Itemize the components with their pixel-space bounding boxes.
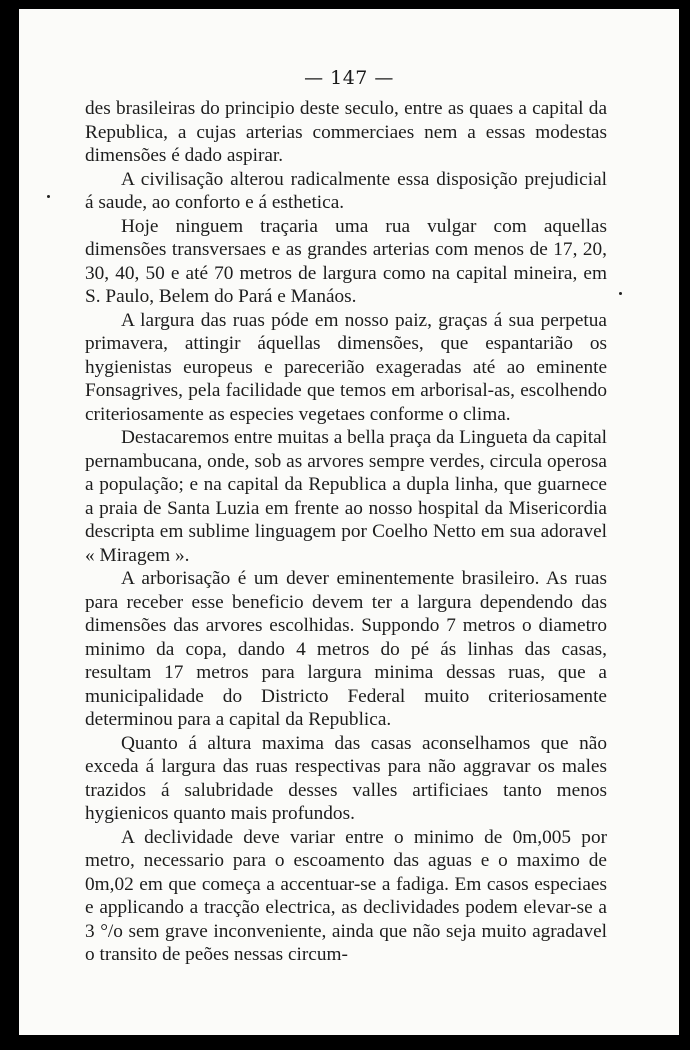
paragraph: Hoje ninguem traçaria uma rua vulgar com aquellas dimensões transversaes e as grandes arterias com menos de 17, 20, 30, 40, 50 e até 70 metros de largura como na capital mineira, em S. Paulo, Belem do Pará e Manáos. — [85, 215, 607, 307]
paragraph: A civilisação alterou radicalmente essa disposição prejudicial á saude, ao conforto e á esthetica. — [85, 168, 607, 213]
scan-speck — [47, 195, 50, 198]
paragraph: A largura das ruas póde em nosso paiz, graças á sua perpetua primavera, attingir áquellas dimensões, que espantarião os hygienistas europeus e parecerião exageradas até ao eminente Fonsagrives, pela facilidade que temos em arborisal-as, escolhendo criteriosamente as especies vegetaes conforme o clima. — [85, 309, 607, 425]
paragraph: A arborisação é um dever eminentemente brasileiro. As ruas para receber esse beneficio devem ter a largura dependendo das dimensões das arvores escolhidas. Suppondo 7 metros o diametro minimo da copa, dando 4 metros do pé ás linhas das casas, resultam 17 metros para largura minima dessas ruas, que a municipalidade do Districto Federal muito criteriosamente determinou para a capital da Republica. — [85, 568, 607, 730]
paragraph: Quanto á altura maxima das casas aconselhamos que não exceda á largura das ruas respectivas para não aggravar os males trazidos á salubridade desses valles artificiaes tanto menos hygienicos quanto mais profundos. — [85, 732, 607, 824]
paragraph: des brasileiras do principio deste seculo, entre as quaes a capital da Republica, a cujas arterias commerciaes nem a essas modestas dimensões é dado aspirar. — [85, 98, 607, 166]
paragraph: Destacaremos entre muitas a bella praça da Lingueta da capital pernambucana, onde, sob as arvores sempre verdes, circula operosa a população; e na capital da Republica a dupla linha, que guarnece a praia de Santa Luzia em frente ao nosso hospital da Misericordia descripta em sublime linguagem por Coelho Netto em sua adoravel « Miragem ». — [85, 427, 607, 566]
book-page — [19, 9, 679, 1035]
page-number: — 147 — — [304, 67, 394, 89]
paragraph: A declividade deve variar entre o minimo de 0m,005 por metro, necessario para o escoamento das aguas e o maximo de 0m,02 em que começa a accentuar-se a fadiga. Em casos especiaes e applicando a tracção electrica, as declividades podem elevar-se a 3 °/o sem grave inconveniente, ainda que não seja muito agradavel o transito de peões nessas circum- — [85, 826, 607, 965]
scan-speck — [619, 292, 622, 295]
body-text — [85, 97, 607, 967]
